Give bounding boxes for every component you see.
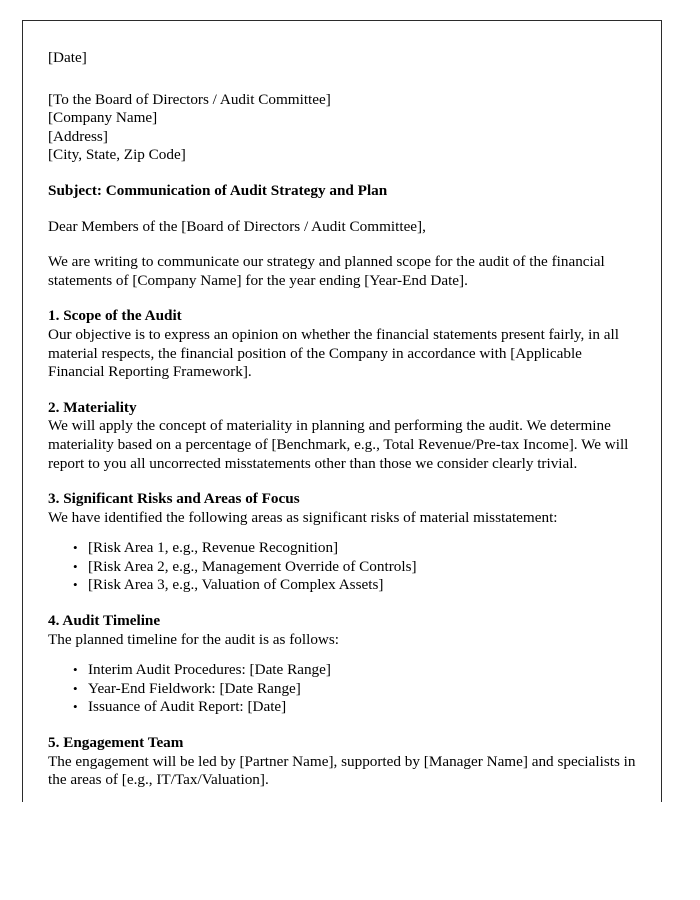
list-item: • Issuance of Audit Report: [Date] bbox=[48, 698, 636, 717]
recipient-line-4: [City, State, Zip Code] bbox=[48, 146, 186, 164]
salutation: Dear Members of the [Board of Directors / Audit Committee], bbox=[48, 217, 426, 235]
recipient-line-3: [Address] bbox=[48, 127, 108, 145]
document-body bbox=[48, 49, 636, 790]
list-item: • Year-End Fieldwork: [Date Range] bbox=[48, 680, 636, 699]
list-item: • [Risk Area 2, e.g., Management Override of Controls] bbox=[48, 558, 636, 577]
recipient-line-1: [To the Board of Directors / Audit Committee] bbox=[48, 90, 331, 108]
section-3-heading: 3. Significant Risks and Areas of Focus bbox=[48, 490, 300, 508]
list-item: • [Risk Area 1, e.g., Revenue Recognition] bbox=[48, 539, 636, 558]
date-line: [Date] bbox=[48, 49, 87, 66]
spacer bbox=[48, 290, 636, 307]
spacer bbox=[48, 473, 636, 490]
list-item: • [Risk Area 3, e.g., Valuation of Complex Assets] bbox=[48, 576, 636, 595]
risk-area-list bbox=[48, 539, 636, 595]
spacer bbox=[48, 527, 636, 539]
section-1-heading: 1. Scope of the Audit bbox=[48, 307, 182, 325]
recipient-line-2: [Company Name] bbox=[48, 109, 158, 127]
section-4-body: The planned timeline for the audit is as follows: bbox=[48, 630, 340, 648]
intro-paragraph: We are writing to communicate our strategy and planned scope for the audit of the financial statements of [Company Name] for the year ending [Year-End Date]. bbox=[48, 253, 605, 289]
subject-line: Subject: Communication of Audit Strategy and Plan bbox=[48, 181, 388, 199]
spacer bbox=[48, 717, 636, 734]
spacer bbox=[48, 649, 636, 661]
list-item: • Interim Audit Procedures: [Date Range] bbox=[48, 661, 636, 680]
audit-timeline-list bbox=[48, 661, 636, 717]
section-2-body: We will apply the concept of materiality in planning and performing the audit. We determine materiality based on a percentage of [Benchmark, e.g., Total Revenue/Pre-tax Income]. We will report to you all uncorrected misstatements other than those we consider clearly trivial. bbox=[48, 417, 629, 472]
section-2-heading: 2. Materiality bbox=[48, 398, 137, 416]
spacer bbox=[48, 236, 636, 253]
spacer bbox=[48, 201, 636, 218]
section-3-body: We have identified the following areas as significant risks of material misstatement: bbox=[48, 508, 558, 526]
spacer bbox=[48, 68, 636, 91]
spacer bbox=[48, 595, 636, 612]
section-4-heading: 4. Audit Timeline bbox=[48, 612, 161, 630]
section-5-body: The engagement will be led by [Partner Name], supported by [Manager Name] and specialists in the areas of [e.g., IT/Tax/Valuation]. bbox=[48, 752, 636, 789]
section-1-body: Our objective is to express an opinion on whether the financial statements present fairly, in all material respects, the financial position of the Company in accordance with [Applicable Financial Reporting Framework]. bbox=[48, 325, 619, 381]
section-5-heading: 5. Engagement Team bbox=[48, 734, 184, 752]
spacer bbox=[48, 382, 636, 399]
document-page bbox=[22, 20, 662, 802]
spacer bbox=[48, 165, 636, 182]
